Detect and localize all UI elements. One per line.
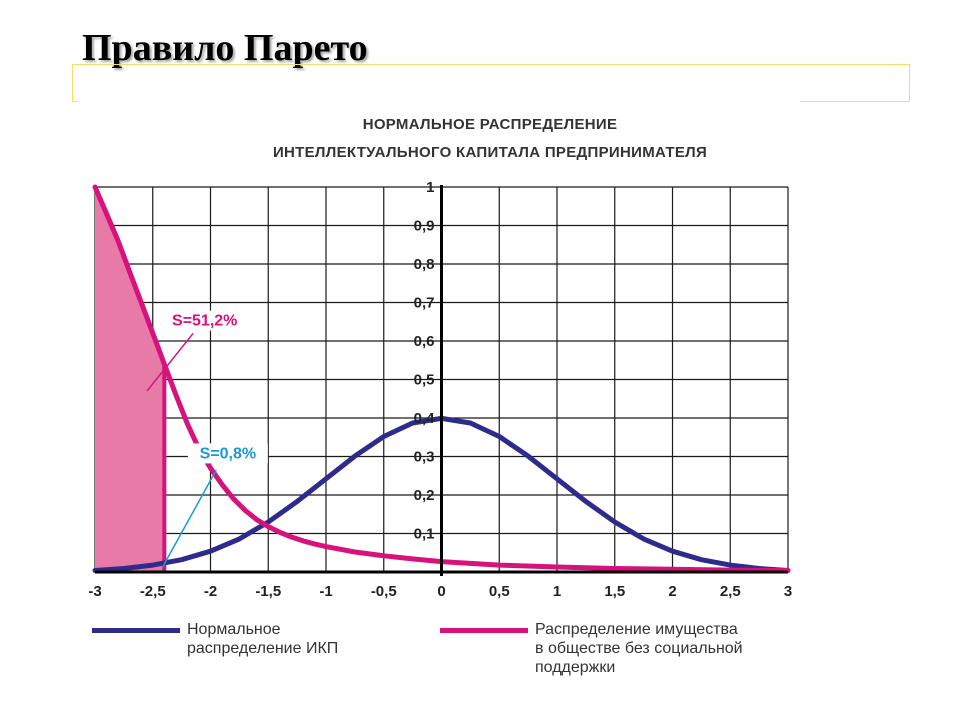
x-tick-label-1: -2,5 (139, 583, 166, 600)
x-tick-label-4: -1 (319, 583, 333, 600)
x-tick-label-10: 2 (668, 583, 677, 600)
y-tick-label-2: 0,3 (413, 448, 435, 466)
x-tick-label-3: -1,5 (255, 583, 282, 600)
legend-swatch-wealth (440, 628, 528, 633)
x-tick-label-5: -0,5 (370, 583, 397, 600)
y-tick-label-4: 0,5 (413, 371, 435, 389)
x-tick-label-8: 1 (552, 583, 562, 600)
y-tick-label-1: 0,2 (413, 487, 435, 504)
x-tick-label-11: 2,5 (719, 583, 741, 600)
annotation-label-0: S=51,2% (172, 312, 238, 330)
y-tick-label-6: 0,7 (413, 294, 435, 312)
chart-title-line-1: НОРМАЛЬНОЕ РАСПРЕДЕЛЕНИЕ (362, 116, 618, 133)
x-tick-label-6: 0 (437, 583, 446, 600)
y-tick-label-5: 0,6 (413, 333, 435, 350)
y-tick-label-0: 0,1 (413, 525, 435, 543)
y-tick-label-3: 0,4 (413, 410, 435, 427)
x-tick-label-0: -3 (88, 583, 102, 600)
x-tick-label-9: 1,5 (604, 583, 626, 600)
slide-title: Правило Парето (82, 27, 368, 69)
legend-label-wealth: Распределение имущества в обществе без социальной поддержки (535, 621, 743, 676)
chart-title-line-2: ИНТЕЛЛЕКТУАЛЬНОГО КАПИТАЛА ПРЕДПРИНИМАТЕЛЯ (272, 144, 708, 161)
x-tick-label-7: 0,5 (488, 583, 510, 600)
annotation-label-1: S=0,8% (199, 445, 257, 463)
legend-swatch-normal (92, 628, 180, 633)
y-tick-label-9: 1 (426, 179, 435, 196)
y-tick-label-7: 0,8 (413, 256, 435, 273)
y-tick-label-8: 0,9 (413, 217, 435, 235)
x-tick-label-2: -2 (203, 583, 218, 600)
shaded-area-51 (95, 187, 164, 572)
x-tick-label-12: 3 (783, 583, 793, 600)
legend-label-normal: Нормальное распределение ИКП (187, 621, 339, 657)
